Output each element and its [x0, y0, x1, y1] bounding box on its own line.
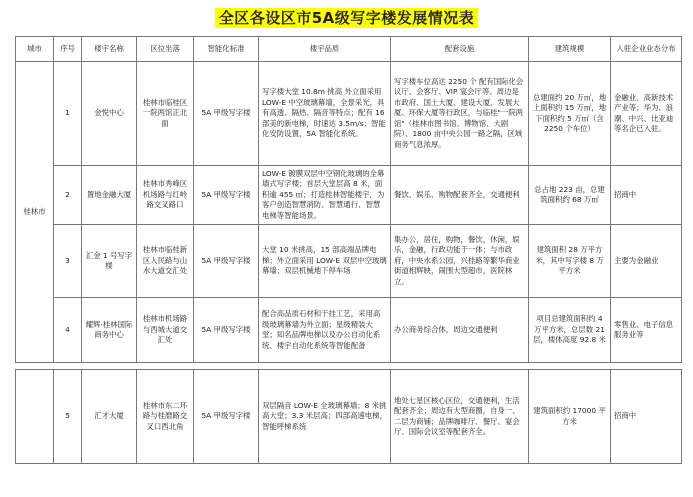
- row-facilities: 餐饮、娱乐、购物配套齐全，交通便利: [391, 166, 529, 225]
- row-name: 耀辉·桂林国际商务中心: [82, 298, 137, 363]
- row-location: 桂林市秀峰区机场路与红岭路交叉路口: [137, 166, 194, 225]
- header-standard: 智能化标准: [194, 37, 259, 62]
- header-facilities: 配套设施: [391, 37, 529, 62]
- row-scale: 项目总建筑面积约 4 万平方米，总层数 21 层，楼体高度 92.8 米: [529, 298, 611, 363]
- row-tenants: 金融业、高新技术产业等；华为、浪潮、中兴、比亚迪等名企已入驻。: [611, 62, 682, 166]
- row-name: 汇金 1 号写字楼: [82, 225, 137, 298]
- table-row: [16, 370, 682, 464]
- office-building-table: [15, 36, 682, 464]
- header-row: [16, 37, 682, 62]
- row-location: 桂林市临桂区一院两馆正北面: [137, 62, 194, 166]
- row-facilities: 写字楼车位高达 2250 个 配有国际化会议厅、会客厅、VIP 宴会厅等。周边是市政府、国土大厦、建设大厦、发展大厦、环保大厦等行政区，与临桂"一院两馆"（桂林市图书馆、博物馆、大剧院）、1800 亩中央公园一路之隔，区域商务气息浓厚。: [391, 62, 529, 166]
- title-container: [0, 8, 693, 28]
- page-title: 全区各设区市5A级写字楼发展情况表: [215, 8, 479, 28]
- row-quality: 配合高品质石材和干挂工艺，采用高级玻璃幕墙为外立面；星级精装大堂；知名品牌电梯以及办公自动化系统、楼宇自动化系统等智能配备: [259, 298, 391, 363]
- header-name: 楼宇名称: [82, 37, 137, 62]
- table-row: [16, 298, 682, 363]
- row-standard: 5A 甲级写字楼: [194, 225, 259, 298]
- header-tenants: 入驻企业业态分布: [611, 37, 682, 62]
- city-cell: 桂林市: [16, 62, 54, 363]
- row-standard: 5A 甲级写字楼: [194, 166, 259, 225]
- row-standard: 5A 甲级写字楼: [194, 370, 259, 464]
- row-no: 2: [54, 166, 82, 225]
- row-no: 4: [54, 298, 82, 363]
- row-scale: 建筑面积 28 万平方米，其中写字楼 8 万平方米: [529, 225, 611, 298]
- row-facilities: 集办公，居住，购物，餐饮，休闲，娱乐，金融，行政功能于一体；与市政府，中央水系公园，兴桂路等繁华商业街道相辉映，闹围大型超市，医院林立。: [391, 225, 529, 298]
- header-no: 序号: [54, 37, 82, 62]
- city-cell-empty: [16, 370, 54, 464]
- row-facilities: 地处七星区核心区位，交通便利，生活配套齐全；周边有大型商圈，自身一、二层为商铺；品牌咖啡厅、餐厅、宴会厅、国际会议室等配套齐全。: [391, 370, 529, 464]
- row-quality: 大堂 10 米挑高，15 部高端品牌电梯；外立面采用 LOW-E 双层中空玻璃幕墙；双层机械地下停车场: [259, 225, 391, 298]
- row-name: 汇才大厦: [82, 370, 137, 464]
- row-gap: [16, 363, 682, 370]
- row-no: 1: [54, 62, 82, 166]
- table-row: [16, 166, 682, 225]
- row-name: 金悦中心: [82, 62, 137, 166]
- row-facilities: 办公商务综合体，周边交通便利: [391, 298, 529, 363]
- header-scale: 建筑规模: [529, 37, 611, 62]
- row-quality: 双层隔音 LOW-E 全玻璃幕墙；8 米挑高大堂；3.3 米层高；四部高速电梯，智能呼梯系统: [259, 370, 391, 464]
- row-name: 置地金融大厦: [82, 166, 137, 225]
- row-no: 5: [54, 370, 82, 464]
- header-quality: 楼宇品质: [259, 37, 391, 62]
- row-scale: 总占地 223 亩，总建筑面积约 68 万㎡: [529, 166, 611, 225]
- row-tenants: 招商中: [611, 370, 682, 464]
- row-quality: 写字楼大堂 10.8m 挑高 外立面采用 LOW-E 中空玻璃幕墙，全景采光，具有高透、隔热、隔音等特点；配有 16 部美的新电梯，时速达 3.5m/s；智能化安防设置，5A 智能化系统。: [259, 62, 391, 166]
- row-standard: 5A 甲级写字楼: [194, 62, 259, 166]
- header-location: 区位坐落: [137, 37, 194, 62]
- row-tenants: 主要为金融业: [611, 225, 682, 298]
- row-tenants: 零售业、电子信息服务业等: [611, 298, 682, 363]
- table-row: [16, 62, 682, 166]
- gap-cell: [16, 363, 682, 370]
- row-location: 桂林市东二环路与桂磨路交叉口西北角: [137, 370, 194, 464]
- row-quality: LOW-E 镀膜双层中空钢化玻璃的全幕墙式写字楼；首层大堂层高 8 米，面积逾 455 ㎡；打造桂林智能楼宇，为客户创造智慧消防、智慧通行、智慧电梯等智能场景。: [259, 166, 391, 225]
- row-tenants: 招商中: [611, 166, 682, 225]
- row-standard: 5A 甲级写字楼: [194, 298, 259, 363]
- header-city: 城市: [16, 37, 54, 62]
- row-no: 3: [54, 225, 82, 298]
- row-scale: 建筑面积约 17000 平方米: [529, 370, 611, 464]
- table-row: [16, 225, 682, 298]
- row-location: 桂林市机场路与西城大道交汇处: [137, 298, 194, 363]
- row-scale: 总建面约 20 万㎡，地上面积约 15 万㎡，地下面积约 5 万㎡（含 2250 个车位）: [529, 62, 611, 166]
- row-location: 桂林市临桂新区人民路与山水大道交汇处: [137, 225, 194, 298]
